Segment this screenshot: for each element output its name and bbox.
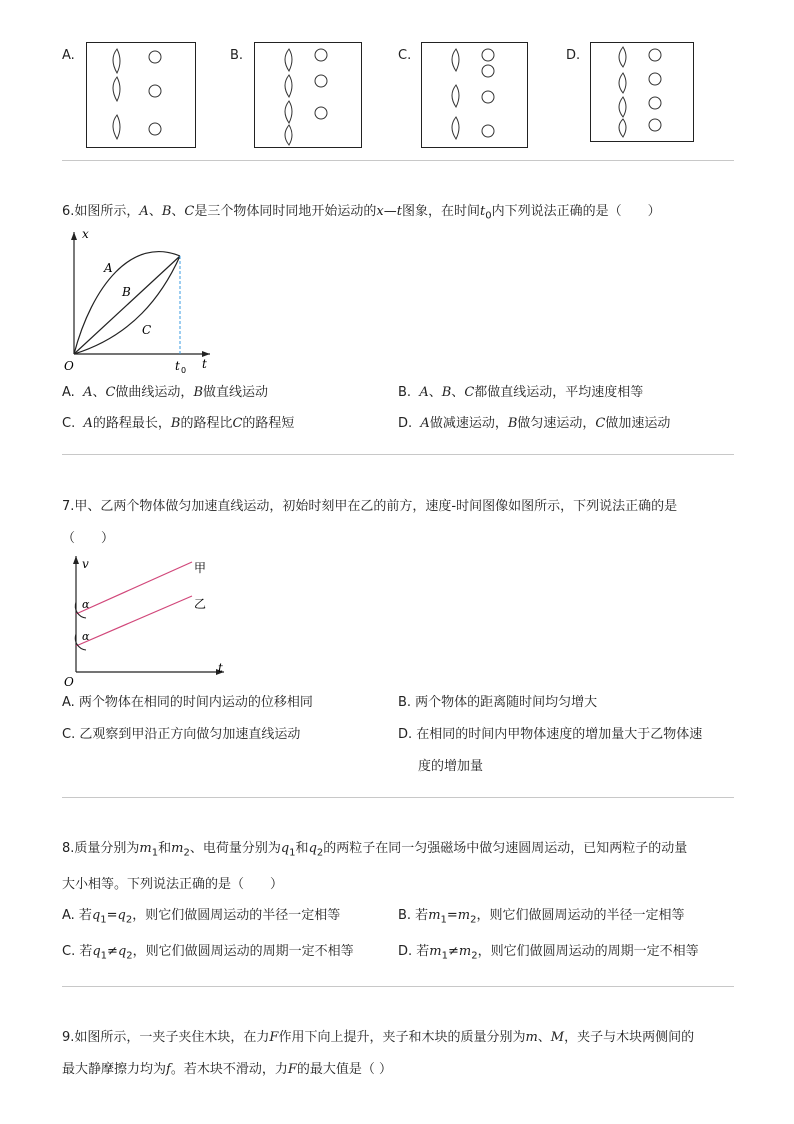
q6-option-a[interactable] <box>62 384 268 402</box>
x-axis-label: t <box>202 357 207 371</box>
y-axis-label: v <box>82 557 89 571</box>
text: 和 <box>295 841 309 856</box>
q5-option-a-label: A. <box>62 48 75 63</box>
option-label: B. <box>398 385 412 400</box>
var: A <box>83 385 93 400</box>
var: C <box>232 416 243 431</box>
falling-objects-d <box>591 43 693 141</box>
text: 9.如图所示，一夹子夹住木块，在力 <box>62 1030 270 1045</box>
relation: = <box>446 908 458 923</box>
q5-option-c-label: C. <box>398 48 412 63</box>
q6-text: 图象，在时间 <box>401 204 480 219</box>
var: C <box>105 385 116 400</box>
sub: 1 <box>100 914 107 926</box>
var: m <box>428 908 441 923</box>
t0-subscript: 0 <box>181 366 187 375</box>
q6-stem <box>62 203 661 226</box>
falling-objects-b <box>255 43 361 147</box>
text: 的最大值是（ ） <box>296 1062 393 1077</box>
divider <box>62 160 734 161</box>
var: C <box>464 385 475 400</box>
sub: 2 <box>125 914 133 926</box>
q6-text: 、 <box>148 204 162 219</box>
text: 的两粒子在同一匀强磁场中做匀速圆周运动，已知两粒子的动量 <box>323 841 688 856</box>
var: B <box>193 385 203 400</box>
var: m <box>457 908 471 923</box>
var: m <box>139 841 152 856</box>
q6-text: 内下列说法正确的是（ ） <box>491 204 661 219</box>
q5-option-b-image <box>254 42 362 148</box>
sub: 2 <box>470 914 477 926</box>
q9-stem-line2 <box>62 1061 392 1079</box>
q7-paren: （ ） <box>62 531 115 546</box>
var: M <box>550 1030 565 1045</box>
text: 的路程最长， <box>92 416 171 431</box>
var: f <box>166 1062 171 1077</box>
q5-option-d-label: D. <box>566 48 581 63</box>
q6-var: B <box>161 204 172 219</box>
origin-label: O <box>64 359 74 373</box>
var: A <box>83 416 93 431</box>
var: B <box>441 385 452 400</box>
option-label: A. <box>62 385 75 400</box>
x-axis-label: t <box>218 661 223 675</box>
var: m <box>458 944 472 959</box>
text: 做曲线运动， <box>115 385 194 400</box>
var: q <box>92 944 101 959</box>
q6-text: 是三个物体同时同地开始运动的 <box>194 204 377 219</box>
var: q <box>308 841 317 856</box>
var: B <box>507 416 518 431</box>
angle-label: α <box>82 598 90 611</box>
text: 、 <box>537 1030 551 1045</box>
option-label: D. <box>398 416 413 431</box>
divider <box>62 986 734 987</box>
var: F <box>269 1030 279 1045</box>
line-yi-label: 乙 <box>194 597 207 611</box>
text: 、 <box>451 385 465 400</box>
divider <box>62 454 734 455</box>
q7-option-b[interactable]: B. 两个物体的距离随时间均匀增大 <box>398 695 598 710</box>
q5-option-d-image <box>590 42 694 142</box>
q8-option-d[interactable] <box>398 943 699 966</box>
option-label: C. <box>62 416 76 431</box>
q7-option-c[interactable]: C. 乙观察到甲沿正方向做匀加速直线运动 <box>62 727 301 742</box>
text: 和 <box>158 841 172 856</box>
q7-option-a[interactable]: A. 两个物体在相同的时间内运动的位移相同 <box>62 695 313 710</box>
angle-label: α <box>82 630 90 643</box>
curve-c-label: C <box>142 323 152 337</box>
q7-option-d[interactable]: D. 在相同的时间内甲物体速度的增加量大于乙物体速 <box>398 727 703 742</box>
text: 做直线运动 <box>203 385 269 400</box>
text: 、 <box>92 385 106 400</box>
text: 。若木块不滑动，力 <box>170 1062 288 1077</box>
text: 的路程短 <box>242 416 295 431</box>
text: ，则它们做圆周运动的半径一定相等 <box>132 908 341 923</box>
q9-stem <box>62 1029 694 1047</box>
line-jia-label: 甲 <box>194 561 207 575</box>
q8-stem-line2: 大小相等。下列说法正确的是（ ） <box>62 877 284 892</box>
sub: 2 <box>471 950 478 962</box>
falling-objects-c <box>422 43 527 147</box>
text: 做减速运动， <box>429 416 508 431</box>
q5-option-b-label: B. <box>230 48 244 63</box>
q8-option-c[interactable] <box>62 943 354 966</box>
curve-a-label: A <box>104 261 113 275</box>
text: 、 <box>428 385 442 400</box>
q6-var: C <box>184 204 195 219</box>
var: m <box>525 1030 538 1045</box>
text: 做加速运动 <box>605 416 671 431</box>
q6-number: 6. <box>62 204 75 219</box>
sub: 1 <box>289 847 296 859</box>
q6-sub: 0 <box>485 210 492 222</box>
curve-b-label: B <box>122 285 131 299</box>
option-label: B. 若 <box>398 908 429 923</box>
q6-option-c[interactable] <box>62 415 294 433</box>
sub: 2 <box>126 950 133 962</box>
y-axis-label: x <box>82 227 89 241</box>
option-label: D. 若 <box>398 944 430 959</box>
var: m <box>171 841 184 856</box>
q6-var: t <box>479 204 486 219</box>
text: ，则它们做圆周运动的周期一定不相等 <box>477 944 699 959</box>
sub: 1 <box>441 950 448 962</box>
text: ，则它们做圆周运动的半径一定相等 <box>476 908 685 923</box>
text: 最大静摩擦力均为 <box>62 1062 167 1077</box>
origin-label: O <box>64 675 74 688</box>
q5-option-c-image <box>421 42 528 148</box>
text: 都做直线运动，平均速度相等 <box>474 385 644 400</box>
q7-stem: 7.甲、乙两个物体做匀加速直线运动，初始时刻甲在乙的前方，速度-时间图像如图所示，下列说法正确的是 <box>62 499 678 514</box>
sub: 1 <box>100 950 108 962</box>
var: q <box>117 944 127 959</box>
divider <box>62 797 734 798</box>
q6-xt-graph <box>62 226 222 376</box>
q7-option-d-cont: 度的增加量 <box>418 759 484 774</box>
text: 的路程比 <box>180 416 233 431</box>
relation: ≠ <box>447 944 459 959</box>
sub: 1 <box>151 847 159 859</box>
text: 做匀速运动， <box>517 416 596 431</box>
text: 、电荷量分别为 <box>189 841 281 856</box>
relation: ≠ <box>107 944 118 959</box>
text: ，则它们做圆周运动的周期一定不相等 <box>132 944 354 959</box>
text: 8.质量分别为 <box>62 841 140 856</box>
var: B <box>170 416 181 431</box>
t0-label: t <box>175 359 180 373</box>
q6-option-d[interactable] <box>398 415 670 433</box>
var: A <box>420 416 430 431</box>
var: m <box>429 944 442 959</box>
q8-option-b[interactable] <box>398 907 685 930</box>
q6-text: 、 <box>171 204 185 219</box>
text: ，夹子与木块两侧间的 <box>564 1030 695 1045</box>
text: 作用下向上提升，夹子和木块的质量分别为 <box>278 1030 526 1045</box>
q5-option-a-image <box>86 42 196 148</box>
q6-var: x <box>376 204 384 219</box>
falling-objects-a <box>87 43 195 147</box>
q6-text: — <box>383 204 397 219</box>
q6-text: 如图所示， <box>74 204 140 219</box>
var: q <box>117 908 126 923</box>
sub: 1 <box>440 914 447 926</box>
q6-option-b[interactable] <box>398 384 643 402</box>
var: q <box>91 908 101 923</box>
option-label: C. 若 <box>62 944 93 959</box>
q6-var: A <box>139 204 149 219</box>
q8-stem <box>62 840 687 863</box>
sub: 2 <box>316 847 324 859</box>
option-label: A. 若 <box>62 908 92 923</box>
var: q <box>280 841 290 856</box>
sub: 2 <box>183 847 190 859</box>
var: C <box>595 416 606 431</box>
var: F <box>287 1062 297 1077</box>
var: A <box>419 385 429 400</box>
relation: = <box>106 908 118 923</box>
q6-var: t <box>396 204 402 219</box>
q7-vt-graph <box>62 552 232 688</box>
q8-option-a[interactable] <box>62 907 340 930</box>
